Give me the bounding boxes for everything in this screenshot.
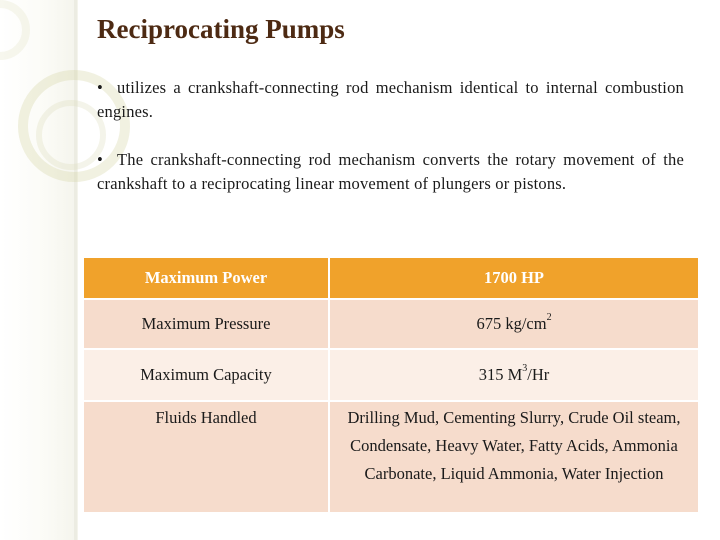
fluids-handled-value: Drilling Mud, Cementing Slurry, Crude Oil steam, Condensate, Heavy Water, Fatty Acids, Ammonia Carbonate, Liquid Ammonia, Water Injection [329, 401, 698, 512]
table-row [84, 349, 698, 401]
max-pressure-number: 675 kg/cm [476, 314, 547, 333]
bullet-text-2: The crankshaft-connecting rod mechanism converts the rotary movement of the crankshaft to a reciprocating linear movement of plungers or pistons. [97, 150, 684, 193]
bullet-text-1: utilizes a crankshaft-connecting rod mechanism identical to internal combustion engines. [97, 78, 684, 121]
max-capacity-number: 315 M [478, 365, 523, 384]
max-capacity-unit-tail: /Hr [527, 365, 550, 384]
max-capacity-value [329, 349, 698, 401]
bullet-icon: • [97, 78, 103, 97]
fluids-handled-label: Fluids Handled [84, 401, 329, 512]
bullet-paragraph-2 [97, 148, 684, 196]
table-row [84, 299, 698, 349]
max-power-label: Maximum Power [84, 258, 329, 299]
decorative-ring-small [36, 100, 106, 170]
max-pressure-label: Maximum Pressure [84, 299, 329, 349]
table-header-row [84, 258, 698, 299]
max-capacity-exponent: 3 [522, 363, 528, 374]
pump-specs-table [84, 258, 698, 512]
max-pressure-exponent: 2 [546, 312, 552, 323]
bullet-icon: • [97, 150, 103, 169]
table-row [84, 401, 698, 512]
bullet-paragraph-1 [97, 76, 684, 124]
max-pressure-value [329, 299, 698, 349]
max-capacity-label: Maximum Capacity [84, 349, 329, 401]
slide-title: Reciprocating Pumps [97, 14, 345, 44]
max-power-value: 1700 HP [329, 258, 698, 299]
